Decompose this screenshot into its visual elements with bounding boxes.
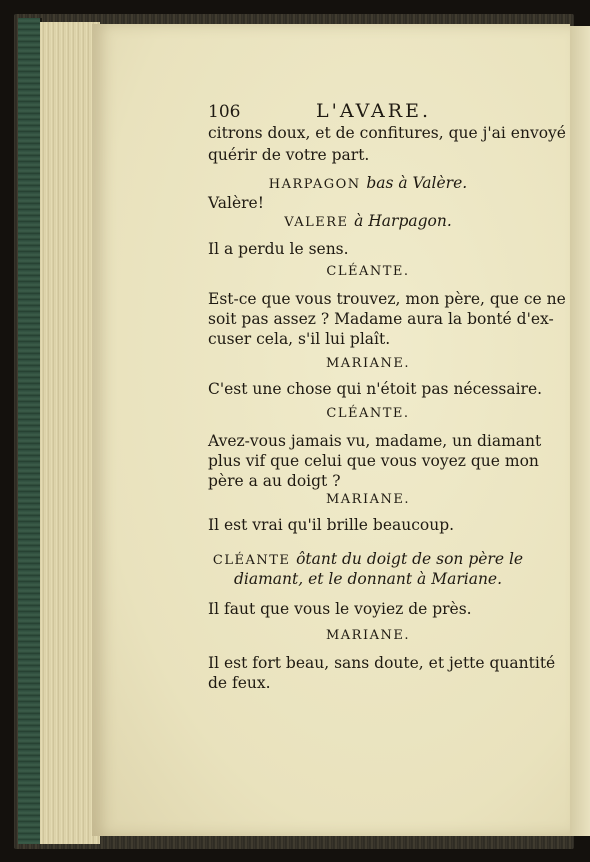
speaker-heading xyxy=(208,550,528,568)
stage-direction: diamant, et le donnant à Mariane. xyxy=(233,570,503,588)
speaker-heading xyxy=(208,492,528,507)
text-line: C'est une chose qui n'étoit pas nécessaire. xyxy=(208,380,543,398)
text-line: citrons doux, et de confitures, que j'ai envoyé xyxy=(208,124,566,142)
text-line: Est-ce que vous trouvez, mon père, que ce ne xyxy=(208,290,566,308)
speaker-name: MARIANE. xyxy=(325,356,410,371)
speaker-heading xyxy=(208,356,528,371)
text-line: Avez-vous jamais vu, madame, un diamant xyxy=(208,432,542,450)
speaker-heading xyxy=(208,406,528,421)
text-line: soit pas assez ? Madame aura la bonté d'ex- xyxy=(208,310,554,328)
text-line: père a au doigt ? xyxy=(208,472,341,490)
text-line: Il est fort beau, sans doute, et jette quantité xyxy=(208,654,556,672)
text-line: Valère! xyxy=(208,194,264,212)
text-line: cuser cela, s'il lui plaît. xyxy=(208,330,391,348)
speaker-heading xyxy=(208,212,528,230)
text-line: de feux. xyxy=(208,674,271,692)
speaker-name: CLÉANTE. xyxy=(326,406,410,421)
marbled-edge xyxy=(18,18,42,844)
speaker-heading xyxy=(208,174,528,192)
text-line: Il a perdu le sens. xyxy=(208,240,349,258)
speaker-heading xyxy=(208,264,528,279)
stage-direction-continued xyxy=(208,570,528,588)
page-edges xyxy=(40,22,100,844)
stage-direction: à Harpagon. xyxy=(354,212,452,230)
running-title: L'AVARE. xyxy=(316,100,431,122)
speaker-name: HARPAGON xyxy=(268,177,361,192)
stage-direction: ôtant du doigt de son père le xyxy=(296,550,524,568)
speaker-name: CLÉANTE. xyxy=(326,264,410,279)
text-line: plus vif que celui que vous voyez que mon xyxy=(208,452,539,470)
stage-direction: bas à Valère. xyxy=(366,174,468,192)
text-line: Il est vrai qu'il brille beaucoup. xyxy=(208,516,455,534)
speaker-name: MARIANE. xyxy=(325,628,410,643)
speaker-name: CLÉANTE xyxy=(212,553,291,568)
text-line: Il faut que vous le voyiez de près. xyxy=(208,600,472,618)
speaker-name: MARIANE. xyxy=(325,492,410,507)
speaker-name: VALERE xyxy=(284,215,349,230)
running-header xyxy=(208,96,528,126)
text-line: quérir de votre part. xyxy=(208,146,370,164)
speaker-heading xyxy=(208,628,528,643)
page-number: 106 xyxy=(208,102,241,122)
